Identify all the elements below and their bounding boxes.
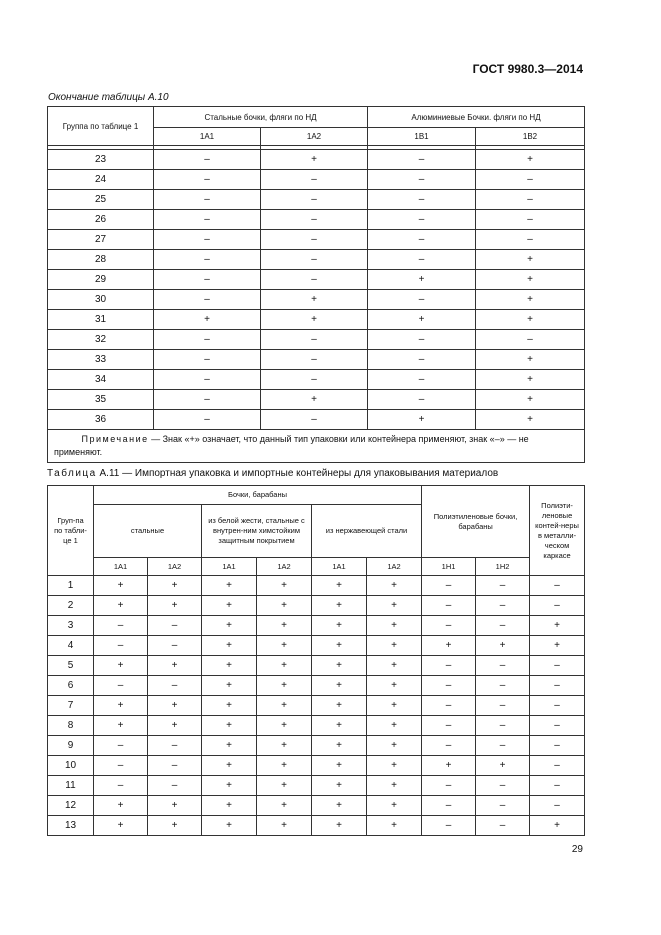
applicability-cell: + (202, 616, 257, 636)
subheader: 1А1 (154, 128, 261, 146)
applicability-cell: – (368, 170, 476, 190)
group-number-cell: 13 (48, 816, 94, 836)
applicability-cell: – (154, 410, 261, 430)
applicability-cell: + (367, 776, 422, 796)
applicability-cell: – (94, 776, 148, 796)
applicability-cell: – (148, 676, 202, 696)
subheader: 1А1 (94, 558, 148, 576)
applicability-cell: + (312, 736, 367, 756)
applicability-cell: – (530, 796, 585, 816)
applicability-cell: + (148, 796, 202, 816)
applicability-cell: + (94, 816, 148, 836)
header-group: Группа по таблице 1 (48, 107, 154, 146)
group-number-cell: 24 (48, 170, 154, 190)
applicability-cell: + (312, 796, 367, 816)
applicability-cell: – (530, 736, 585, 756)
applicability-cell: + (257, 776, 312, 796)
applicability-cell: + (257, 756, 312, 776)
applicability-cell: + (312, 776, 367, 796)
caption-label: Таблица (47, 468, 97, 479)
group-number-cell: 1 (48, 576, 94, 596)
applicability-cell: + (312, 636, 367, 656)
caption-text: А.11 — Импортная упаковка и импортные контейнеры для упаковывания материалов (96, 468, 499, 479)
applicability-cell: – (476, 596, 530, 616)
group-number-cell: 23 (48, 150, 154, 170)
subheader: 1А2 (367, 558, 422, 576)
applicability-cell: – (154, 290, 261, 310)
applicability-cell: + (312, 616, 367, 636)
applicability-cell: – (154, 330, 261, 350)
applicability-cell: – (368, 210, 476, 230)
applicability-cell: – (261, 350, 368, 370)
applicability-cell: + (476, 350, 585, 370)
applicability-cell: – (476, 816, 530, 836)
applicability-cell: + (202, 756, 257, 776)
table-row (48, 656, 585, 676)
header-pe-drums: Полиэтиленовые бочки, барабаны (422, 486, 530, 558)
applicability-cell: + (476, 150, 585, 170)
table-row (48, 796, 585, 816)
table-row (48, 330, 585, 350)
group-number-cell: 8 (48, 716, 94, 736)
group-number-cell: 7 (48, 696, 94, 716)
group-number-cell: 11 (48, 776, 94, 796)
table-a11-caption (47, 468, 498, 479)
applicability-cell: – (148, 636, 202, 656)
applicability-cell: – (422, 676, 476, 696)
applicability-cell: + (422, 756, 476, 776)
applicability-cell: – (94, 736, 148, 756)
applicability-cell: – (94, 756, 148, 776)
applicability-cell: – (261, 210, 368, 230)
table-row (48, 716, 585, 736)
applicability-cell: – (476, 736, 530, 756)
applicability-cell: – (368, 150, 476, 170)
table-row (48, 350, 585, 370)
applicability-cell: + (367, 736, 422, 756)
applicability-cell: + (257, 736, 312, 756)
applicability-cell: + (367, 676, 422, 696)
applicability-cell: – (422, 696, 476, 716)
applicability-cell: – (422, 656, 476, 676)
page-number: 29 (571, 844, 583, 855)
header-group: Груп-па по табли-це 1 (48, 486, 94, 576)
group-number-cell: 27 (48, 230, 154, 250)
header-aluminium-drums: Алюминиевые Бочки. фляги по НД (368, 107, 585, 128)
group-number-cell: 26 (48, 210, 154, 230)
applicability-cell: + (202, 796, 257, 816)
applicability-cell: + (476, 270, 585, 290)
applicability-cell: + (257, 716, 312, 736)
table-row (48, 190, 585, 210)
applicability-cell: + (530, 636, 585, 656)
applicability-cell: – (368, 390, 476, 410)
applicability-cell: + (148, 816, 202, 836)
applicability-cell: – (530, 656, 585, 676)
applicability-cell: – (530, 596, 585, 616)
applicability-cell: + (202, 716, 257, 736)
applicability-cell: + (154, 310, 261, 330)
applicability-cell: – (368, 330, 476, 350)
table-row (48, 250, 585, 270)
applicability-cell: + (257, 656, 312, 676)
applicability-cell: – (148, 616, 202, 636)
table-row (48, 390, 585, 410)
applicability-cell: + (476, 290, 585, 310)
applicability-cell: + (257, 696, 312, 716)
applicability-cell: – (530, 716, 585, 736)
applicability-cell: – (422, 596, 476, 616)
applicability-cell: – (261, 410, 368, 430)
applicability-cell: – (261, 190, 368, 210)
table-row (48, 616, 585, 636)
applicability-cell: + (476, 250, 585, 270)
applicability-cell: – (368, 230, 476, 250)
applicability-cell: + (476, 410, 585, 430)
applicability-cell: – (368, 190, 476, 210)
table-row (48, 210, 585, 230)
applicability-cell: – (422, 816, 476, 836)
applicability-cell: + (202, 816, 257, 836)
applicability-cell: + (367, 656, 422, 676)
applicability-cell: – (368, 290, 476, 310)
applicability-cell: + (368, 270, 476, 290)
subheader: 1А1 (312, 558, 367, 576)
applicability-cell: – (530, 576, 585, 596)
applicability-cell: + (530, 616, 585, 636)
header-steel-drums: Стальные бочки, фляги по НД (154, 107, 368, 128)
subheader: 1А2 (148, 558, 202, 576)
applicability-cell: – (476, 170, 585, 190)
applicability-cell: + (148, 716, 202, 736)
table-row (48, 230, 585, 250)
applicability-cell: – (476, 796, 530, 816)
subheader: 1А2 (257, 558, 312, 576)
applicability-cell: + (476, 756, 530, 776)
applicability-cell: + (530, 816, 585, 836)
note-text: — Знак «+» означает, что данный тип упаковки или контейнера применяют, знак «–» — не применяют. (54, 434, 529, 457)
header-stainless: из нержавеющей стали (312, 505, 422, 558)
applicability-cell: – (261, 170, 368, 190)
table-row (48, 370, 585, 390)
note-label: Примечание (81, 434, 149, 444)
table-a10-note (48, 430, 585, 463)
applicability-cell: + (257, 676, 312, 696)
applicability-cell: – (154, 270, 261, 290)
group-number-cell: 31 (48, 310, 154, 330)
subheader: 1Н1 (422, 558, 476, 576)
applicability-cell: – (476, 210, 585, 230)
table-row (48, 290, 585, 310)
applicability-cell: – (154, 210, 261, 230)
applicability-cell: + (202, 656, 257, 676)
table-a10 (47, 106, 585, 463)
applicability-cell: – (476, 776, 530, 796)
applicability-cell: – (94, 636, 148, 656)
applicability-cell: + (367, 756, 422, 776)
applicability-cell: + (257, 596, 312, 616)
applicability-cell: + (261, 150, 368, 170)
applicability-cell: + (312, 596, 367, 616)
applicability-cell: – (261, 270, 368, 290)
applicability-cell: – (94, 616, 148, 636)
applicability-cell: + (202, 636, 257, 656)
applicability-cell: – (476, 656, 530, 676)
applicability-cell: – (154, 190, 261, 210)
group-number-cell: 36 (48, 410, 154, 430)
applicability-cell: + (476, 370, 585, 390)
applicability-cell: + (257, 816, 312, 836)
applicability-cell: + (312, 576, 367, 596)
applicability-cell: – (530, 696, 585, 716)
applicability-cell: – (148, 756, 202, 776)
table-row (48, 170, 585, 190)
applicability-cell: – (476, 230, 585, 250)
applicability-cell: + (148, 596, 202, 616)
applicability-cell: – (422, 716, 476, 736)
group-number-cell: 5 (48, 656, 94, 676)
applicability-cell: + (367, 636, 422, 656)
applicability-cell: – (154, 150, 261, 170)
group-number-cell: 35 (48, 390, 154, 410)
applicability-cell: – (261, 230, 368, 250)
applicability-cell: – (154, 390, 261, 410)
applicability-cell: + (94, 576, 148, 596)
table-row (48, 310, 585, 330)
applicability-cell: – (261, 330, 368, 350)
applicability-cell: + (261, 390, 368, 410)
group-number-cell: 33 (48, 350, 154, 370)
applicability-cell: + (148, 576, 202, 596)
applicability-cell: + (367, 616, 422, 636)
group-number-cell: 34 (48, 370, 154, 390)
table-a11 (47, 485, 585, 836)
applicability-cell: + (202, 736, 257, 756)
applicability-cell: + (94, 656, 148, 676)
subheader: 1В1 (368, 128, 476, 146)
applicability-cell: + (476, 636, 530, 656)
table-row (48, 736, 585, 756)
group-number-cell: 12 (48, 796, 94, 816)
applicability-cell: + (94, 716, 148, 736)
applicability-cell: + (312, 676, 367, 696)
table-row (48, 756, 585, 776)
applicability-cell: – (476, 696, 530, 716)
group-number-cell: 29 (48, 270, 154, 290)
applicability-cell: + (368, 310, 476, 330)
applicability-cell: + (261, 310, 368, 330)
applicability-cell: – (154, 250, 261, 270)
applicability-cell: + (422, 636, 476, 656)
applicability-cell: + (202, 776, 257, 796)
applicability-cell: + (476, 310, 585, 330)
group-number-cell: 10 (48, 756, 94, 776)
applicability-cell: + (312, 756, 367, 776)
applicability-cell: + (312, 716, 367, 736)
group-number-cell: 4 (48, 636, 94, 656)
applicability-cell: – (530, 676, 585, 696)
table-row (48, 270, 585, 290)
table-row (48, 636, 585, 656)
applicability-cell: + (367, 576, 422, 596)
applicability-cell: – (476, 190, 585, 210)
applicability-cell: – (422, 736, 476, 756)
group-number-cell: 28 (48, 250, 154, 270)
applicability-cell: + (202, 696, 257, 716)
header-pe-containers: Полиэти-леновые контей-неры в металли-ческом каркасе (530, 486, 585, 576)
applicability-cell: + (312, 696, 367, 716)
applicability-cell: + (257, 796, 312, 816)
applicability-cell: – (530, 756, 585, 776)
table-row (48, 696, 585, 716)
table-row (48, 410, 585, 430)
applicability-cell: – (94, 676, 148, 696)
applicability-cell: + (257, 616, 312, 636)
table-row (48, 150, 585, 170)
applicability-cell: + (368, 410, 476, 430)
applicability-cell: + (94, 596, 148, 616)
header-steel: стальные (94, 505, 202, 558)
applicability-cell: + (94, 696, 148, 716)
table-row (48, 676, 585, 696)
applicability-cell: – (476, 330, 585, 350)
subheader: 1А1 (202, 558, 257, 576)
applicability-cell: – (154, 370, 261, 390)
applicability-cell: – (368, 250, 476, 270)
group-number-cell: 32 (48, 330, 154, 350)
table-row (48, 816, 585, 836)
applicability-cell: + (476, 390, 585, 410)
applicability-cell: + (367, 696, 422, 716)
applicability-cell: – (368, 350, 476, 370)
document-number: ГОСТ 9980.3—2014 (472, 62, 583, 76)
applicability-cell: + (257, 576, 312, 596)
table-row (48, 776, 585, 796)
applicability-cell: – (148, 776, 202, 796)
applicability-cell: – (476, 676, 530, 696)
applicability-cell: + (202, 596, 257, 616)
applicability-cell: – (261, 250, 368, 270)
applicability-cell: + (367, 716, 422, 736)
applicability-cell: – (422, 576, 476, 596)
table-a10-caption: Окончание таблицы А.10 (48, 92, 169, 103)
applicability-cell: – (476, 716, 530, 736)
group-number-cell: 6 (48, 676, 94, 696)
applicability-cell: + (367, 796, 422, 816)
applicability-cell: – (476, 576, 530, 596)
applicability-cell: – (154, 230, 261, 250)
group-number-cell: 2 (48, 596, 94, 616)
applicability-cell: – (530, 776, 585, 796)
applicability-cell: – (368, 370, 476, 390)
applicability-cell: + (367, 596, 422, 616)
applicability-cell: + (257, 636, 312, 656)
applicability-cell: – (154, 350, 261, 370)
applicability-cell: + (312, 816, 367, 836)
applicability-cell: + (202, 576, 257, 596)
applicability-cell: – (422, 776, 476, 796)
table-row (48, 576, 585, 596)
table-row (48, 596, 585, 616)
applicability-cell: – (148, 736, 202, 756)
group-number-cell: 3 (48, 616, 94, 636)
header-drums: Бочки, барабаны (94, 486, 422, 505)
applicability-cell: + (94, 796, 148, 816)
applicability-cell: + (312, 656, 367, 676)
applicability-cell: – (261, 370, 368, 390)
applicability-cell: – (154, 170, 261, 190)
header-tinplate: из белой жести, стальные с внутрен-ним химстойким защитным покрытием (202, 505, 312, 558)
applicability-cell: – (422, 616, 476, 636)
applicability-cell: – (422, 796, 476, 816)
subheader: 1В2 (476, 128, 585, 146)
applicability-cell: + (367, 816, 422, 836)
subheader: 1Н2 (476, 558, 530, 576)
group-number-cell: 30 (48, 290, 154, 310)
applicability-cell: – (476, 616, 530, 636)
group-number-cell: 25 (48, 190, 154, 210)
applicability-cell: + (148, 696, 202, 716)
applicability-cell: + (148, 656, 202, 676)
applicability-cell: + (202, 676, 257, 696)
applicability-cell: + (261, 290, 368, 310)
group-number-cell: 9 (48, 736, 94, 756)
subheader: 1А2 (261, 128, 368, 146)
